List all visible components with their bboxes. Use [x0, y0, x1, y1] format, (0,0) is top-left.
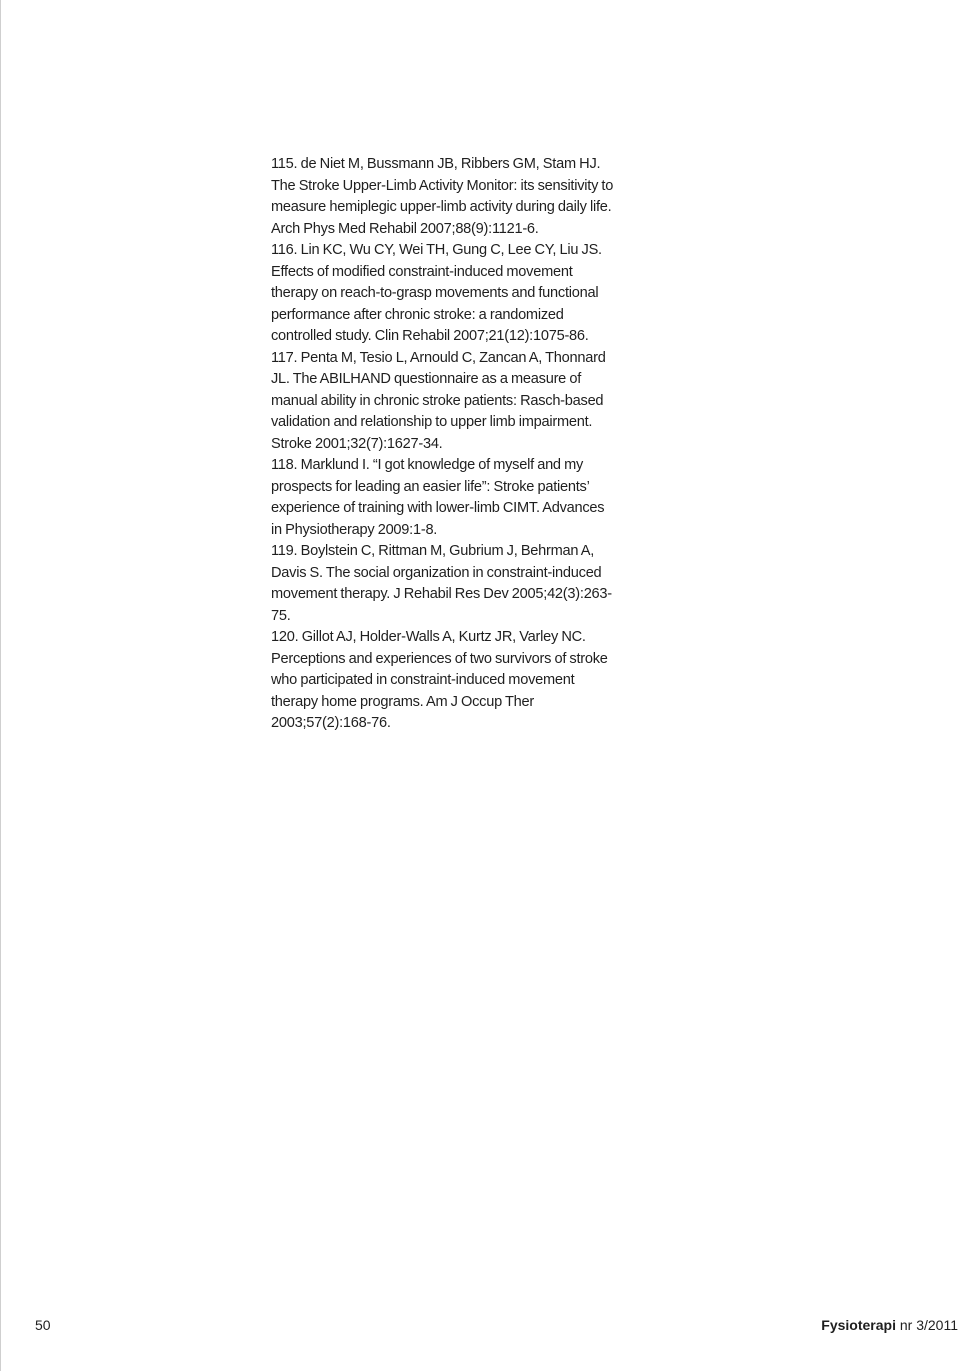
- journal-issue: nr 3/2011: [899, 1317, 958, 1333]
- journal-info: [821, 1315, 958, 1335]
- reference-118: 118. Marklund I. “I got knowledge of myself and my prospects for leading an easier life”: Stroke patients’ experience of training with lower-limb CIMT. Advances in Physiotherapy 2009:1-8.: [271, 457, 605, 538]
- reference-list: [271, 154, 616, 735]
- journal-name: Fysioterapi: [821, 1317, 896, 1333]
- page-footer: [0, 1315, 960, 1335]
- reference-116: 116. Lin KC, Wu CY, Wei TH, Gung C, Lee CY, Liu JS. Effects of modified constraint-induced movement therapy on reach-to-grasp movements and functional performance after chronic stroke: a randomized controlled study. Clin Rehabil 2007;21(12):1075-86.: [271, 242, 602, 344]
- page-edge-rule: [0, 0, 1, 1371]
- reference-120: 120. Gillot AJ, Holder-Walls A, Kurtz JR, Varley NC. Perceptions and experiences of two survivors of stroke who participated in constraint-induced movement therapy home programs. Am J Occup Ther 2003;57(2):168-76.: [271, 629, 608, 731]
- page-number: 50: [35, 1317, 51, 1333]
- reference-117: 117. Penta M, Tesio L, Arnould C, Zancan A, Thonnard JL. The ABILHAND questionnaire as a measure of manual ability in chronic stroke patients: Rasch-based validation and relationship to upper limb impairment. Stroke 2001;32(7):1627-34.: [271, 349, 606, 452]
- reference-115: 115. de Niet M, Bussmann JB, Ribbers GM, Stam HJ. The Stroke Upper-Limb Activity Monitor: its sensitivity to measure hemiplegic upper-limb activity during daily life. Arch Phys Med Rehabil 2007;88(9):1121-6.: [271, 156, 614, 237]
- reference-119: 119. Boylstein C, Rittman M, Gubrium J, Behrman A, Davis S. The social organization in constraint-induced movement therapy. J Rehabil Res Dev 2005;42(3):263-75.: [271, 543, 612, 624]
